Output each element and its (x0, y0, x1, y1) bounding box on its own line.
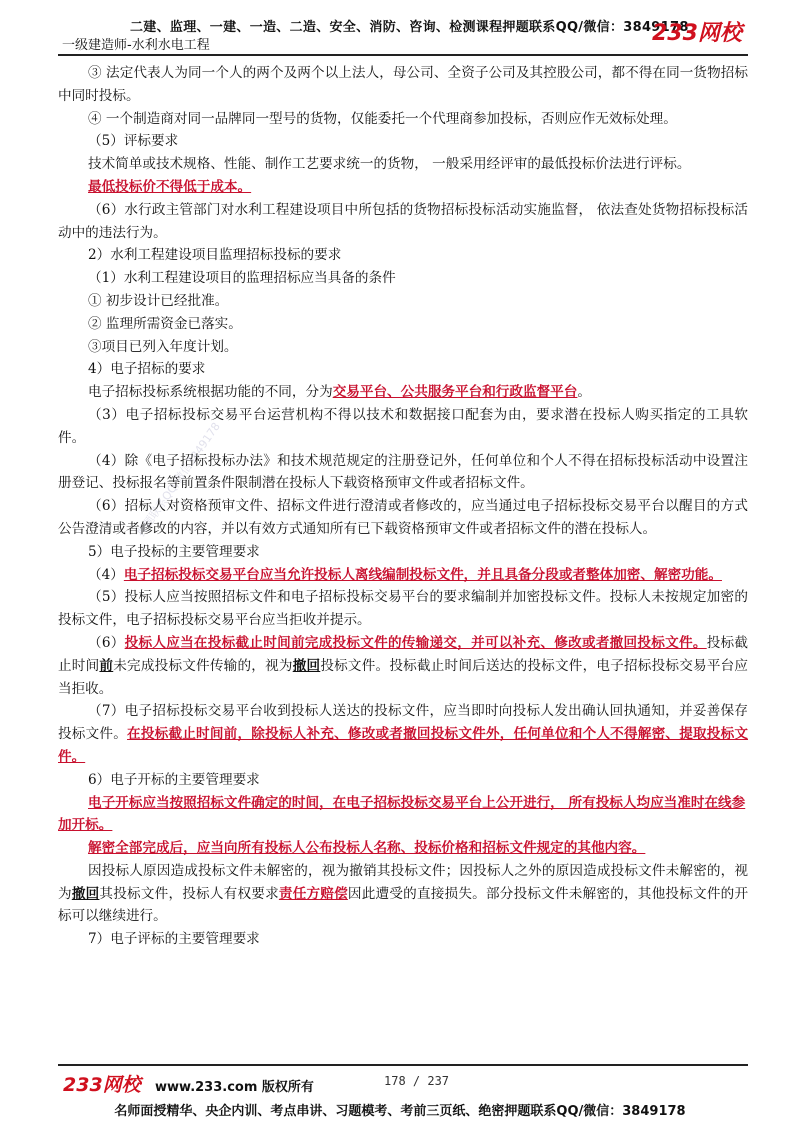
emphasis-withdraw: 撤回 (71, 885, 100, 902)
header-divider (58, 54, 748, 56)
text-run: 投标截止时间 (58, 634, 749, 674)
highlight-deadline: 投标人应当在投标截止时间前完成投标文件的传输递交，并可以补充、修改或者撤回投标文件。 (124, 634, 707, 651)
list-item: ① 初步设计已经批准。 (88, 292, 229, 309)
header-contact-line: 二建、监理、一建、一造、二造、安全、消防、咨询、检测课程押题联系QQ/微信：3849178 (130, 20, 689, 35)
highlight-offline-encrypt: 电子招标投标交易平台应当允许投标人离线编制投标文件，并且具备分段或者整体加密、解密功能。 (123, 566, 722, 583)
footer-logo (62, 1070, 144, 1096)
footer-site: www.233.com 版权所有 (155, 1080, 314, 1095)
subheading: （1）水利工程建设项目的监理招标应当具备的条件 (88, 270, 396, 287)
paragraph: （6）水行政主管部门对水利工程建设项目中所包括的货物招标投标活动实施监督， 依法查处货物招标投标活动中的违法行为。 (58, 201, 748, 241)
subheading: 4）电子招标的要求 (88, 361, 206, 378)
text-run: 未完成投标文件传输的，视为 (113, 657, 293, 674)
paragraph: 技术简单或技术规格、性能、制作工艺要求统一的货物， 一般采用经评审的最低投标价法进行评标。 (88, 156, 691, 173)
footer-contact-line: 名师面授精华、央企内训、考点串讲、习题模考、考前三页纸、绝密押题联系QQ/微信：3849178 (114, 1104, 686, 1119)
highlight-no-decrypt: 在投标截止时间前，除投标人补充、修改或者撤回投标文件外，任何单位和个人不得解密、提取投标文件。 (58, 726, 749, 765)
header-course-title: 一级建造师-水利水电工程 (62, 38, 210, 53)
text-run: （7）电子招标投标交易平台收到投标人送达的投标文件，应当即时向投标人发出确认回执通知，并妥善保存投标文件。 (58, 703, 748, 743)
list-item: ② 监理所需资金已落实。 (88, 315, 242, 332)
paragraph: （4）除《电子招标投标办法》和技术规范规定的注册登记外，任何单位和个人不得在招标投标活动中设置注册登记、投标报名等前置条件限制潜在投标人下载资格预审文件或者招标文件。 (58, 452, 748, 492)
brand-logo (650, 14, 750, 48)
platform-intro: 电子招标投标系统根据功能的不同，分为 (88, 384, 333, 401)
paragraph-receipt (58, 700, 748, 768)
highlight-platforms: 交易平台、公共服务平台和行政监督平台 (332, 384, 578, 401)
subheading: （5）评标要求 (88, 133, 179, 150)
subheading: 5）电子投标的主要管理要求 (88, 543, 260, 560)
list-item: ③项目已列入年度计划。 (88, 338, 238, 355)
item-prefix: （6） (88, 634, 125, 651)
paragraph: ④ 一个制造商对同一品牌同一型号的货物，仅能委托一个代理商参加投标，否则应作无效标处理。 (88, 110, 677, 127)
text-run: 因投标人原因造成投标文件未解密的，视为撤销其投标文件；因投标人之外的原因造成投标文件未解密的，视为 (58, 862, 748, 902)
subheading: 7）电子评标的主要管理要求 (88, 931, 260, 948)
item-prefix: （4） (88, 566, 124, 583)
paragraph-platforms (58, 381, 748, 404)
footer-divider (58, 1064, 748, 1066)
emphasis-withdraw: 撤回 (292, 657, 321, 674)
paragraph: ③ 法定代表人为同一个人的两个及两个以上法人，母公司、全资子公司及其控股公司，都不得在同一货物招标中同时投标。 (58, 65, 748, 104)
highlight-min-price: 最低投标价不得低于成本。 (88, 178, 252, 195)
subheading: 6）电子开标的主要管理要求 (88, 771, 260, 788)
watermark: 押题联系QQ/微信3849178 (134, 420, 223, 540)
text-run: 因此遭受的直接损失。部分投标文件未解密的，其他投标文件的开标可以继续进行。 (58, 885, 749, 925)
text-run: 投标文件。投标截止时间后送达的投标文件，电子招标投标交易平台应当拒收。 (58, 657, 749, 697)
paragraph: （6）招标人对资格预审文件、招标文件进行澄清或者修改的，应当通过电子招标投标交易平台以醒目的方式公告澄清或者修改的内容，并以有效方式通知所有已下载资格预审文件或者招标文件的潜在投标人。 (58, 498, 748, 537)
subheading: 2）水利工程建设项目监理招标投标的要求 (88, 247, 342, 264)
page-number: 178 / 237 (384, 1074, 450, 1088)
paragraph: （5）投标人应当按照招标文件和电子招标投标交易平台的要求编制并加密投标文件。投标人未按规定加密的投标文件，电子招标投标交易平台应当拒收并提示。 (58, 589, 748, 629)
text-run: 其投标文件，投标人有权要求 (99, 885, 279, 902)
footer-logo-text: 233网校 (63, 1074, 141, 1096)
document-body (58, 62, 748, 951)
paragraph-offline (58, 564, 748, 587)
paragraph-decrypt (58, 860, 748, 928)
highlight-compensation: 责任方赔偿 (278, 885, 348, 902)
emphasis-before: 前 (99, 657, 114, 674)
highlight-open-online: 电子开标应当按照招标文件确定的时间，在电子招标投标交易平台上公开进行， 所有投标人均应当准时在线参加开标。 (58, 794, 746, 834)
highlight-publish: 解密全部完成后，应当向所有投标人公布投标人名称、投标价格和招标文件规定的其他内容。 (88, 840, 646, 857)
period: 。 (577, 384, 591, 401)
paragraph-deadline (58, 632, 748, 700)
logo-text: 233网校 (652, 21, 742, 46)
paragraph: （3）电子招标投标交易平台运营机构不得以技术和数据接口配套为由，要求潜在投标人购买指定的工具软件。 (58, 406, 748, 446)
